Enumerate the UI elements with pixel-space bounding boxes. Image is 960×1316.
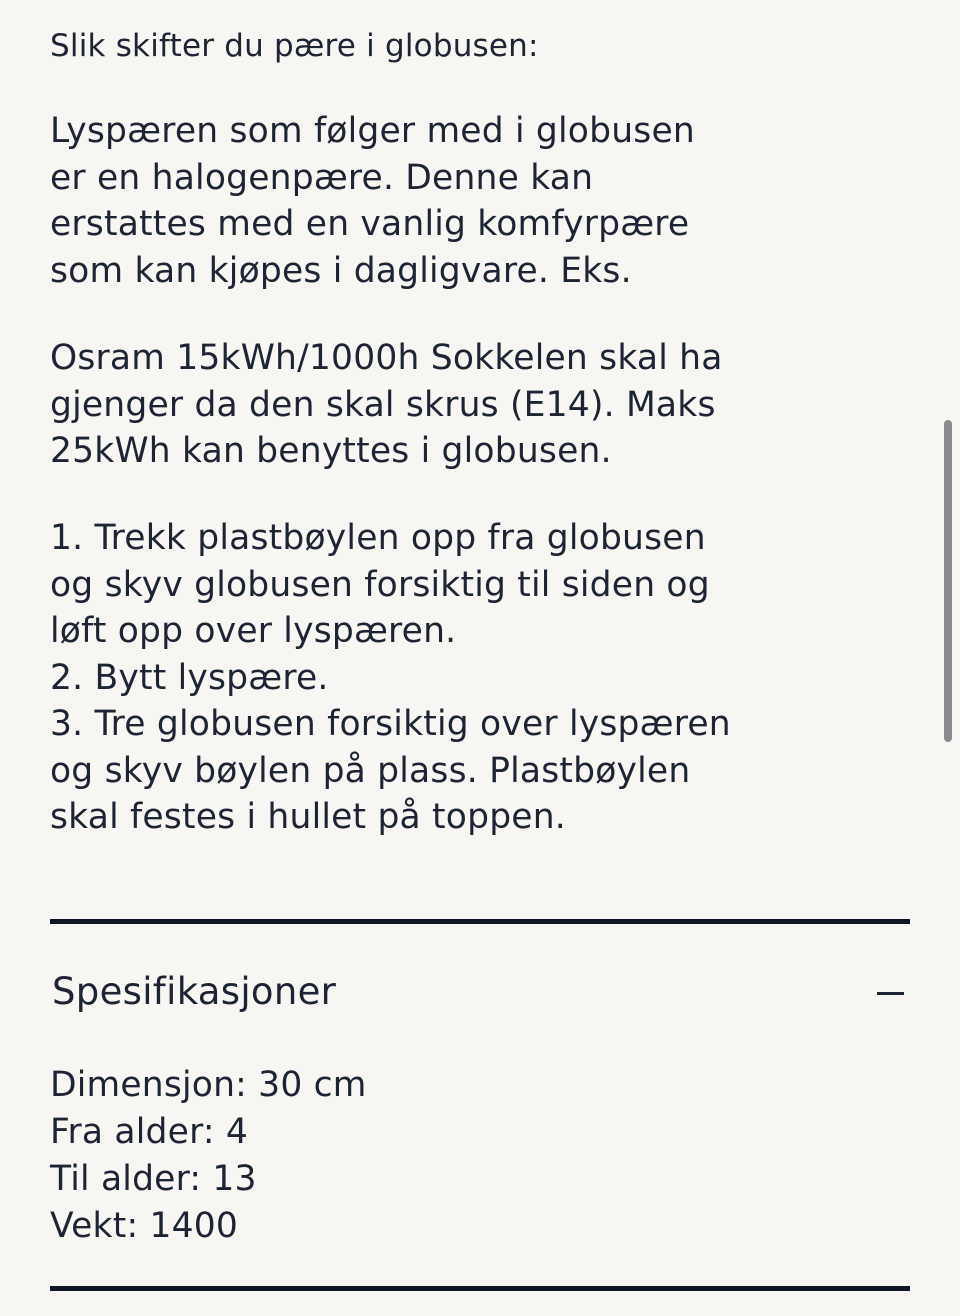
text-line: som kan kjøpes i dagligvare. Eks. — [50, 250, 632, 291]
spec-item-weight: Vekt: 1400 — [50, 1206, 239, 1246]
step-line: 3. Tre globusen forsiktig over lyspæren — [50, 704, 731, 744]
step-line: løft opp over lyspæren. — [50, 611, 457, 651]
section-divider — [50, 1286, 910, 1291]
specifications-title: Spesifikasjoner — [52, 970, 337, 1013]
text-line: Osram 15kWh/1000h Sokkelen skal ha — [50, 338, 723, 378]
text-line: Lyspæren som følger med i globusen — [50, 111, 695, 151]
bulb-info-paragraph — [50, 108, 695, 294]
scrollbar-thumb[interactable] — [944, 420, 952, 742]
specifications-list — [50, 1062, 367, 1250]
step-line: 1. Trekk plastbøylen opp fra globusen — [50, 518, 706, 558]
step-line: og skyv globusen forsiktig til siden og — [50, 564, 710, 605]
step-line: 2. Bytt lyspære. — [50, 657, 329, 698]
bulb-spec-paragraph — [50, 335, 723, 475]
text-line: gjenger da den skal skrus (E14). Maks — [50, 384, 716, 425]
spec-item-dimension: Dimensjon: 30 cm — [50, 1065, 367, 1105]
spec-item-min-age: Fra alder: 4 — [50, 1112, 248, 1152]
minus-icon[interactable] — [877, 992, 904, 995]
step-line: skal festes i hullet på toppen. — [50, 797, 566, 837]
text-line: erstattes med en vanlig komfyrpære — [50, 204, 690, 244]
specifications-accordion-toggle[interactable] — [50, 960, 910, 1024]
step-line: og skyv bøylen på plass. Plastbøylen — [50, 750, 691, 791]
instructions-heading: Slik skifter du pære i globusen: — [50, 28, 539, 64]
section-divider — [50, 919, 910, 924]
text-line: er en halogenpære. Denne kan — [50, 157, 594, 198]
steps-list — [50, 515, 731, 841]
spec-item-max-age: Til alder: 13 — [50, 1159, 257, 1199]
text-line: 25kWh kan benyttes i globusen. — [50, 431, 612, 471]
